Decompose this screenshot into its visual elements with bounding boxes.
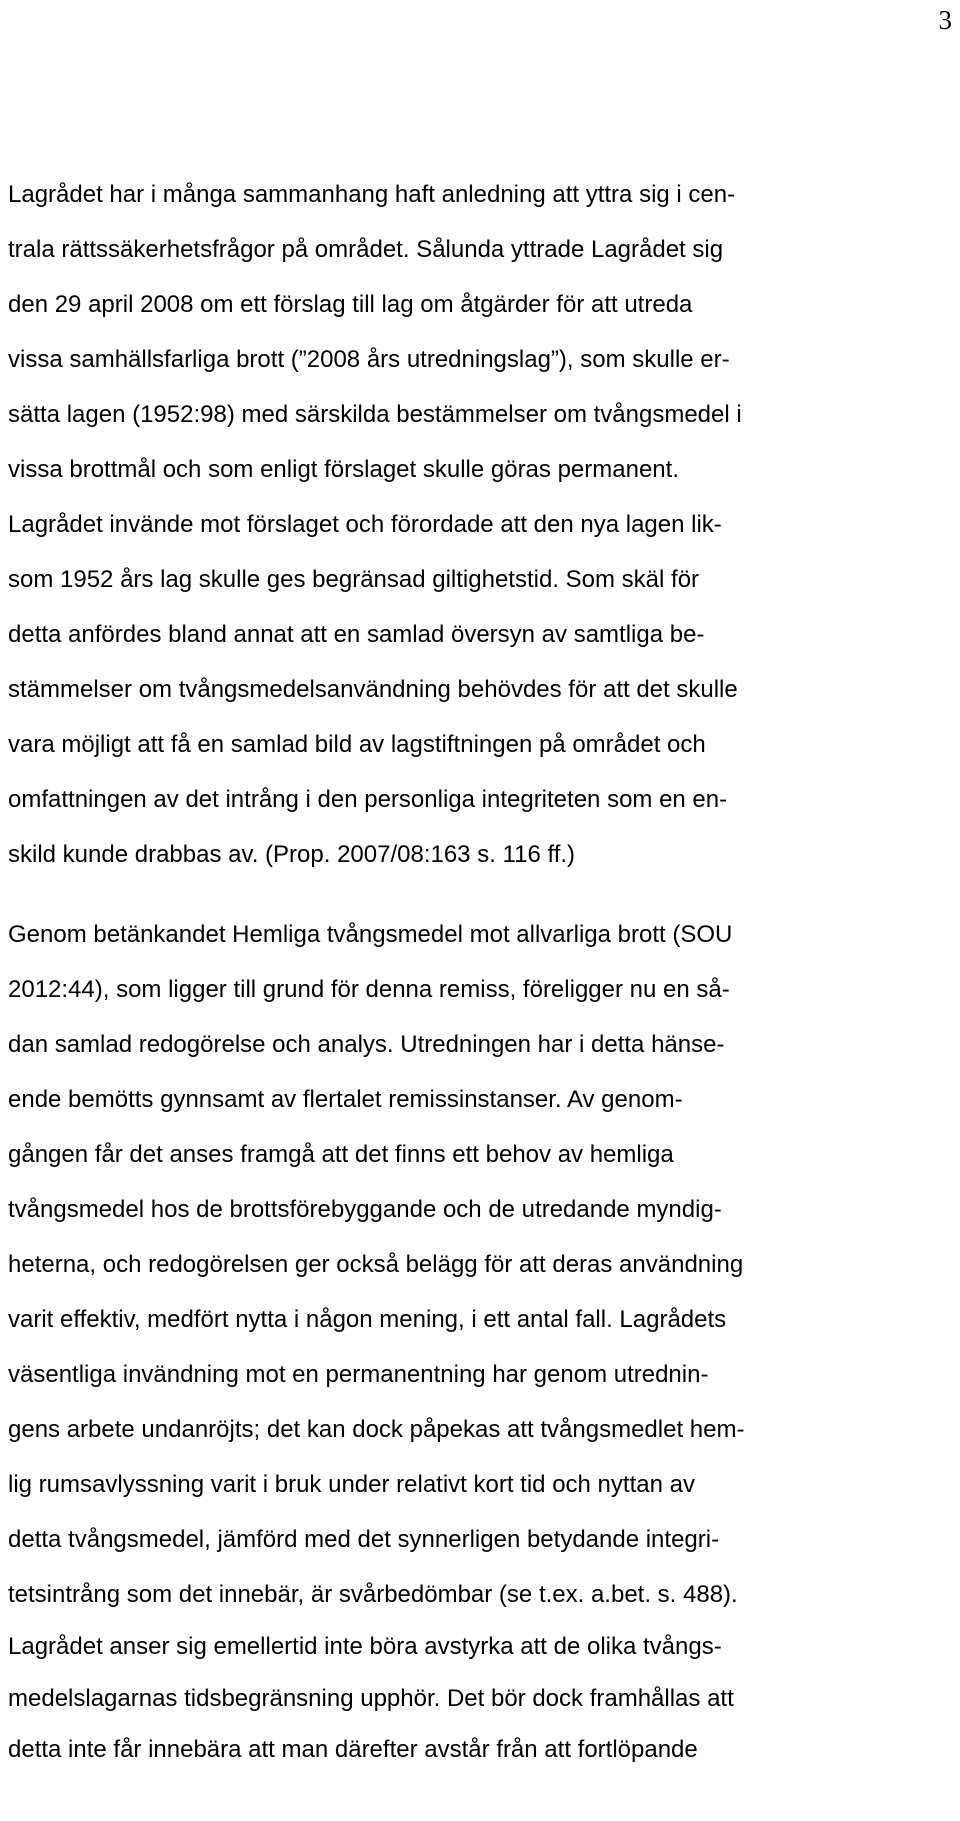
paragraph-2 — [8, 907, 948, 1622]
text-line: omfattningen av det intrång i den personliga integriteten som en en- — [8, 786, 728, 813]
text-line: tetsintrång som det innebär, är svårbedömbar (se t.ex. a.bet. s. 488). — [8, 1581, 738, 1608]
text-line: heterna, och redogörelsen ger också belägg för att deras användning — [8, 1251, 744, 1278]
text-line: skild kunde drabbas av. (Prop. 2007/08:163 s. 116 ff.) — [8, 841, 576, 868]
text-line: 2012:44), som ligger till grund för denna remiss, föreligger nu en så- — [8, 976, 730, 1003]
text-line: Genom betänkandet Hemliga tvångsmedel mot allvarliga brott (SOU — [8, 921, 733, 948]
text-line: lig rumsavlyssning varit i bruk under relativt kort tid och nyttan av — [8, 1471, 695, 1498]
text-line: som 1952 års lag skulle ges begränsad giltighetstid. Som skäl för — [8, 566, 700, 593]
page-number: 3 — [938, 5, 952, 35]
text-line: detta tvångsmedel, jämförd med det synnerligen betydande integri- — [8, 1526, 720, 1553]
text-line: trala rättssäkerhetsfrågor på området. Sålunda yttrade Lagrådet sig — [8, 236, 724, 263]
text-line: Lagrådet har i många sammanhang haft anledning att yttra sig i cen- — [8, 181, 736, 208]
text-line: vissa brottmål och som enligt förslaget skulle göras permanent. — [8, 456, 679, 483]
text-line: detta inte får innebära att man därefter avstår från att fortlöpande — [8, 1736, 698, 1763]
text-line: vara möjligt att få en samlad bild av lagstiftningen på området och — [8, 731, 706, 758]
text-line: ende bemötts gynnsamt av flertalet remissinstanser. Av genom- — [8, 1086, 683, 1113]
text-line: Lagrådet anser sig emellertid inte böra avstyrka att de olika tvångs- — [8, 1633, 722, 1660]
text-line: stämmelser om tvångsmedelsanvändning behövdes för att det skulle — [8, 676, 738, 703]
text-line: sätta lagen (1952:98) med särskilda bestämmelser om tvångsmedel i — [8, 401, 742, 428]
text-line: väsentliga invändning mot en permanentning har genom utrednin- — [8, 1361, 709, 1388]
text-line: den 29 april 2008 om ett förslag till lag om åtgärder för att utreda — [8, 291, 693, 318]
text-line: vissa samhällsfarliga brott (”2008 års utredningslag”), som skulle er- — [8, 346, 730, 373]
paragraph-3 — [8, 1621, 948, 1776]
text-line: Lagrådet invände mot förslaget och förordade att den nya lagen lik- — [8, 511, 722, 538]
text-line: medelslagarnas tidsbegränsning upphör. Det bör dock framhållas att — [8, 1684, 734, 1712]
text-line: gången får det anses framgå att det finns ett behov av hemliga — [8, 1141, 674, 1168]
text-line: varit effektiv, medfört nytta i någon mening, i ett antal fall. Lagrådets — [8, 1306, 727, 1333]
text-line: gens arbete undanröjts; det kan dock påpekas att tvångsmedlet hem- — [8, 1416, 745, 1443]
text-line: detta anfördes bland annat att en samlad översyn av samtliga be- — [8, 621, 705, 648]
text-line: tvångsmedel hos de brottsförebyggande och de utredande myndig- — [8, 1196, 722, 1223]
text-line: dan samlad redogörelse och analys. Utredningen har i detta hänse- — [8, 1031, 725, 1058]
paragraph-1 — [8, 167, 948, 882]
